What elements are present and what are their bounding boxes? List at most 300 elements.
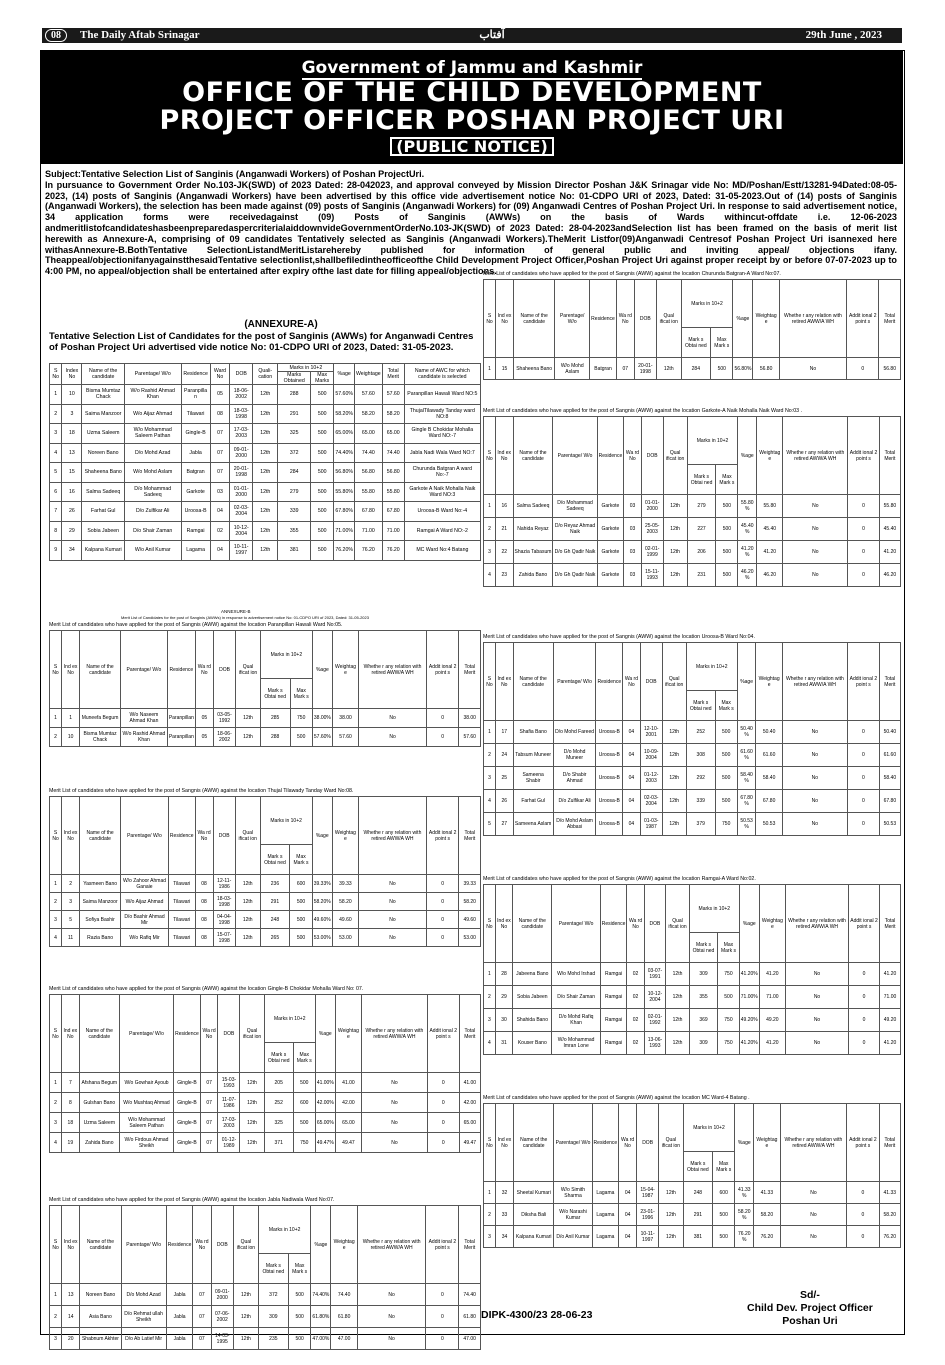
header-marks: Marks in 10+2 [260,631,312,679]
table-cell: 07 [193,1284,211,1306]
table-cell: D/o Mohd Muneer [553,744,596,767]
table-cell: 12th [659,1226,683,1248]
table-cell: 279 [687,495,716,518]
table-row [484,721,901,744]
merit-list-table [49,994,481,1153]
table-cell: Tilawari [168,911,195,929]
header-age: %age [733,280,753,358]
header-qual: Qual ificat ion [659,1104,683,1182]
table-cell: 12th [662,721,686,744]
table-cell: 227 [687,518,716,541]
table-cell: 41.00 [459,1073,480,1093]
table-cell: D/o Mohd Aslam Abbasi [553,813,596,836]
header-obt: Mark s Obtai ned [687,465,716,495]
table-cell: 12th [240,1133,264,1153]
header-dob: DOB [641,417,663,495]
table-cell: 07 [616,358,634,380]
table-cell: ThujalTilawady Tanday ward NO:8 [404,404,480,424]
table-cell: 57.60 [459,728,481,747]
table-cell: Farhat Gul [82,502,124,522]
table-cell: 57.60 [382,385,404,405]
table-row [50,385,481,405]
table-cell: 12th [253,424,278,444]
annexure-a-title: (ANNEXURE-A) [244,319,318,330]
table-cell: 236 [260,875,290,893]
table-cell: 19 [61,1133,79,1153]
table-cell: 65.00 [459,1113,480,1133]
table-row [50,424,481,444]
table-cell: 18-03-1998 [230,404,253,424]
header-age: %age [739,885,759,963]
table-cell: 41.20 % [738,541,757,564]
table-cell: 46.20 [879,564,900,587]
header-res: Residence [166,1206,193,1284]
table-cell: 500 [311,385,334,405]
header-qual: Qual ificat ion [233,1206,258,1284]
header-max: Max Mark s [715,691,737,721]
table-cell: 500 [311,521,334,541]
header-sno: S No [484,885,496,963]
table-row [50,893,481,911]
table-cell: Sameena Shabir [513,767,553,790]
merit-list-caption: Merit List of candidates who have applied for the post of Sangnis (AWW) against the location Paranpillan Hawali Ward No:05. [49,622,343,628]
header-add: Addit ional 2 point s [426,631,459,709]
table-cell: W/o Rashid Ahmad Khan [120,728,167,747]
table-cell: 355 [689,986,717,1009]
table-cell: 600 [290,875,312,893]
table-cell: 04 [623,744,641,767]
merit-list-caption: Merit List of candidates who have applied for the post of Sangnis (AWW) against the location MC Ward-4 Batang . [483,1095,750,1101]
header-sno: S No [50,1206,62,1284]
header-add: Addit ional 2 point s [849,885,880,963]
table-cell: 3 [50,911,62,929]
table-cell: Lagama [181,541,210,561]
table-cell: 61.60 [879,744,900,767]
header-qual: Qual ificat ion [235,797,260,875]
header-tot: Total Merit [459,995,480,1073]
table-cell: 500 [715,767,737,790]
table-cell: 371 [264,1133,293,1153]
table-cell: 04 [210,502,230,522]
table-cell: 56.80 [879,358,901,380]
header-res: Residence [174,995,201,1073]
table-row [50,1328,481,1350]
header-max: Max Mark s [711,328,733,358]
table-cell: Nahida Reyaz [513,518,553,541]
table-cell: 15 [62,463,82,483]
table-cell: 2 [50,893,62,911]
table-cell: 309 [258,1306,288,1328]
table-cell: 18-03-1998 [213,893,235,911]
table-cell: 18-06-2002 [213,728,235,747]
table-cell: Ramgai [600,1009,627,1032]
table-cell: Razia Bano [80,929,121,947]
table-cell: 12th [240,1073,264,1093]
table-cell: 04 [619,1204,637,1226]
header-qual: Qual ificat ion [236,631,261,709]
table-cell: 67.80 [879,790,900,813]
designation: Child Dev. Project Officer [747,1302,873,1314]
table-cell: 3 [50,1328,62,1350]
table-cell: 57.60 [332,728,358,747]
table-cell: 12th [662,790,686,813]
table-cell: 0 [427,1113,459,1133]
table-cell: 12th [235,893,260,911]
table-cell: No [359,875,427,893]
table-cell: Uroosa-B [596,767,623,790]
table-cell: 206 [687,541,716,564]
header-ward: Wa rd No [200,995,218,1073]
header-res: Residence [592,1104,619,1182]
table-cell: 49.20 [759,1009,785,1032]
table-cell: Farhat Gul [513,790,553,813]
table-cell: 4 [50,929,62,947]
table-row [50,463,481,483]
table-cell: Tilawari [168,875,195,893]
table-cell: 308 [686,744,715,767]
header-name: Name of the candidate [79,995,119,1073]
header-wt: Weightag e [756,643,782,721]
table-cell: 50.53 % [737,813,756,836]
merit-list-caption: Merit List of candidates who have applied for the post of Sangnis (AWW) against the location Jabla Nadiwala Ward No:07. [49,1197,335,1203]
header-max: Max Mark s [293,1043,315,1073]
table-cell: 500 [311,463,334,483]
table-cell: 500 [716,541,738,564]
table-cell: 32 [496,1182,514,1204]
table-cell: 38.00% [312,709,332,728]
table-cell: D/o Mohd Azad [124,443,181,463]
table-cell: 39.33% [312,875,332,893]
table-cell: 04 [623,813,641,836]
table-cell: No [357,1284,426,1306]
table-cell: 65.00 [382,424,404,444]
table-cell: 09-01-2000 [230,443,253,463]
table-cell: 2 [484,518,496,541]
table-cell: 18 [61,1113,79,1133]
table-cell: 58.20 % [735,1204,754,1226]
header-name: Name of the candidate [80,1206,121,1284]
header-tot: Total Merit [459,797,481,875]
table-cell: D/o Reyaz Ahmad Naik [553,518,597,541]
table-cell: 12th [666,1009,690,1032]
table-cell: 500 [711,358,733,380]
table-row [50,1093,481,1113]
header-par: Parentage/ W/o [119,995,173,1073]
col-ward: Ward No [210,364,230,385]
table-cell: Bisma Mumtaz Chack [82,385,124,405]
table-row [484,986,901,1009]
table-cell: W/o Naseem Ahmad Khan [120,709,167,728]
table-cell: 0 [848,518,880,541]
table-cell: 12th [659,1204,683,1226]
table-cell: 41.33 % [735,1182,754,1204]
table-cell: 02-03-2004 [640,790,662,813]
table-cell: 71.00 [354,521,382,541]
header-max: Max Mark s [718,933,740,963]
table-cell: 15-04-1987 [637,1182,659,1204]
table-cell: 500 [716,518,738,541]
table-cell: 61.60 % [737,744,756,767]
header-tot: Total Merit [879,417,900,495]
table-cell: 500 [715,790,737,813]
table-cell: 74.40 [331,1284,357,1306]
table-cell: Uzma Saleem [82,424,124,444]
table-cell: 53.00% [312,929,332,947]
table-cell: 12th [253,463,278,483]
header-obt: Mark s Obtai ned [689,933,717,963]
table-cell: No [362,1133,428,1153]
table-cell: 0 [848,790,880,813]
header-idx: Ind ex No [62,631,80,709]
table-row [484,495,901,518]
table-cell: 252 [264,1093,293,1113]
merit-list-block [483,408,901,587]
table-cell: 01-12-2003 [640,767,662,790]
annexure-b-subtitle: Merit List of Candidates for the post of Sanginis (AWWs) in response to advertisement notice No: 01-CDPO URI of 2023, Dated: 31-05-2023 [121,615,369,620]
table-cell: 248 [683,1182,712,1204]
table-cell: 0 [847,1182,879,1204]
table-cell: 76.20% [334,541,355,561]
header-name: Name of the candidate [80,631,121,709]
header-obt: Mark s Obtai ned [681,328,711,358]
table-cell: W/o Narashi Kumar [554,1204,592,1226]
merit-list-caption: Merit List of candidates who have applied for the post of Sangnis (AWW) against the location Gingle-B Chokidar Mohalla Ward No: 07. [49,986,364,992]
table-cell: 1 [484,721,496,744]
table-cell: 1 [50,1073,62,1093]
table-row [484,1032,901,1055]
table-cell: W/o Rashid Ahmad Khan [124,385,181,405]
table-cell: 379 [686,813,715,836]
table-cell: No [780,1182,847,1204]
table-cell: Jabla [166,1284,193,1306]
table-row [50,521,481,541]
table-cell: Sameena Aslam [513,813,553,836]
merit-list-block [49,788,481,947]
header-ward: Wa rd No [616,280,634,358]
table-cell: 58.20 [382,404,404,424]
col-total: Total Merit [382,364,404,385]
table-row [484,1204,901,1226]
header-add: Addit ional 2 point s [847,1104,879,1182]
table-cell: 03 [624,495,642,518]
table-cell: 750 [718,1032,740,1055]
table-cell: 71.00% [739,986,759,1009]
table-cell: Lagama [592,1226,619,1248]
header-res: Residence [168,797,195,875]
table-cell: 0 [847,1226,879,1248]
header-sno: S No [50,797,62,875]
table-row [484,813,901,836]
table-row [484,1009,901,1032]
table-cell: 31 [495,1032,512,1055]
header-add: Addit ional 2 point s [847,280,879,358]
table-cell: 41.20 [757,541,783,564]
table-cell: No [362,1113,428,1133]
header-name: Name of the candidate [513,885,552,963]
govt-title: Government of Jammu and Kashmir [301,58,643,78]
header-par: Parentage/ W/o [120,631,167,709]
table-cell: 02 [210,521,230,541]
col-marks: Marks in 10+2 [278,364,334,372]
table-cell: 500 [288,1284,311,1306]
table-cell: 50.40 [879,721,900,744]
notice-subject: Subject:Tentative Selection List of Sanginis (Anganwadi Workers) of Poshan ProjectUri. [45,169,425,179]
col-residence: Residence [181,364,210,385]
table-cell: 0 [848,564,880,587]
table-cell: Lagama [592,1182,619,1204]
table-cell: 18 [62,424,82,444]
table-cell: W/o Mohammad Imran Lone [552,1032,600,1055]
table-cell: 74.40 [382,443,404,463]
header-wt: Weightag e [754,1104,780,1182]
table-cell: 56.80 [382,463,404,483]
table-cell: 0 [848,495,880,518]
table-cell: 17 [495,721,513,744]
header-marks: Marks in 10+2 [687,417,738,465]
table-cell: 500 [311,424,334,444]
table-cell: No [782,744,847,767]
table-cell: 0 [849,963,880,986]
table-cell: 0 [849,1032,880,1055]
table-cell: 47.00 [331,1328,357,1350]
table-cell: 34 [496,1226,514,1248]
table-cell: Jabla [166,1328,193,1350]
table-cell: 39.33 [332,875,358,893]
table-cell: No [359,911,427,929]
table-row [484,790,901,813]
table-cell: 0 [847,358,879,380]
table-cell: 1 [484,495,496,518]
table-cell: 04 [210,541,230,561]
table-cell: 41.20 [759,963,785,986]
merit-list-caption: Merit List of candidates who have applied for the post of Sangnis (AWW) against the location Ramgai-A Ward No:02. [483,876,756,882]
table-cell: Bisma Mumtaz Chack [80,728,121,747]
table-cell: 0 [426,1306,459,1328]
table-cell: Gingle-B [174,1093,201,1113]
header-obt: Mark s Obtai ned [258,1254,288,1284]
table-cell: W/o Mohd Irshad [552,963,600,986]
page-number: 08 [45,29,67,42]
table-cell: 10-09-2004 [640,744,662,767]
table-cell: 12th [233,1328,258,1350]
table-cell: 10 [62,728,80,747]
table-cell: No [783,541,848,564]
header-tot: Total Merit [459,631,481,709]
table-cell: 750 [715,813,737,836]
header-rel: Whethe r any relation with retired AWW/A WH [780,1104,847,1182]
table-cell: 0 [426,929,459,947]
table-cell: 05 [210,385,230,405]
table-cell: 3 [62,404,82,424]
table-cell: 76.20 % [735,1226,754,1248]
office-title-line2: PROJECT OFFICER POSHAN PROJECT URI [159,105,785,136]
table-cell: 0 [848,541,880,564]
table-cell: 1 [62,709,80,728]
table-cell: Saima Manzoor [80,893,121,911]
table-cell: W/o Gowhair Ayoub [119,1073,173,1093]
table-cell: 17-03-2003 [218,1113,240,1133]
table-cell: 12th [663,495,687,518]
header-rel: Whethe r any relation with retired AWW/A WH [359,797,427,875]
table-cell: Uroosa-B [596,790,623,813]
table-cell: 30 [495,1009,512,1032]
header-obt: Mark s Obtai ned [683,1152,712,1182]
header-add: Addit ional 2 point s [848,643,880,721]
table-cell: No [359,893,427,911]
merit-list-block [49,1197,481,1350]
header-wt: Weightag e [757,417,783,495]
issue-date: 29th June , 2023 [805,29,882,41]
table-cell: 2 [50,404,62,424]
table-cell: 12th [236,728,261,747]
table-cell: D/o Zulfikar Ali [124,502,181,522]
table-cell: 29 [62,521,82,541]
header-age: %age [315,995,335,1073]
merit-list-table [483,416,901,587]
table-cell: 339 [278,502,311,522]
table-cell: 56.80 [753,358,779,380]
merit-list-block [49,622,481,747]
header-idx: Ind ex No [496,1104,514,1182]
table-cell: 42.00% [315,1093,335,1113]
table-cell: 02-01-1999 [641,541,663,564]
table-cell: 5 [62,911,80,929]
table-cell: 58.20 [459,893,481,911]
header-max: Max Mark s [290,845,312,875]
table-cell: 12th [233,1306,258,1328]
header-tot: Total Merit [879,1104,900,1182]
table-cell: 49.20% [739,1009,759,1032]
table-cell: 2 [50,1093,62,1113]
table-cell: 13 [62,1284,80,1306]
table-cell: 41.20 [879,541,900,564]
header-marks: Marks in 10+2 [683,1104,735,1152]
table-cell: 12th [235,929,260,947]
table-cell: 61.80 [331,1306,357,1328]
table-cell: 2 [484,1204,496,1226]
header-sno: S No [484,280,496,358]
header-marks: Marks in 10+2 [260,797,312,845]
table-cell: No [782,767,847,790]
table-cell: 03-07-1991 [644,963,666,986]
header-ward: Wa rd No [624,417,642,495]
table-cell: 369 [689,1009,717,1032]
table-cell: 07 [210,443,230,463]
table-cell: 13-06-1993 [644,1032,666,1055]
header-rel: Whethe r any relation with retired AWW/A WH [783,417,848,495]
public-notice-label: (PUBLIC NOTICE) [390,137,554,156]
table-cell: 14-03-1995 [211,1328,233,1350]
table-cell: No [785,1009,848,1032]
table-cell: Shazia Tabasum [513,541,553,564]
table-row [50,1284,481,1306]
header-name: Name of the candidate [513,643,553,721]
table-cell: Jabla [181,443,210,463]
table-cell: 500 [311,541,334,561]
table-cell: No [782,813,847,836]
table-cell: 12th [662,767,686,790]
table-cell: 15 [496,358,514,380]
table-cell: 10 [62,385,82,405]
table-cell: 17-03-2003 [230,424,253,444]
table-cell: 42.00 [459,1093,480,1113]
table-cell: 18-06-2002 [230,385,253,405]
table-row [50,1306,481,1328]
table-row [484,564,901,587]
header-idx: Ind ex No [61,995,79,1073]
table-cell: 1 [484,358,496,380]
table-cell: 12th [240,1113,264,1133]
